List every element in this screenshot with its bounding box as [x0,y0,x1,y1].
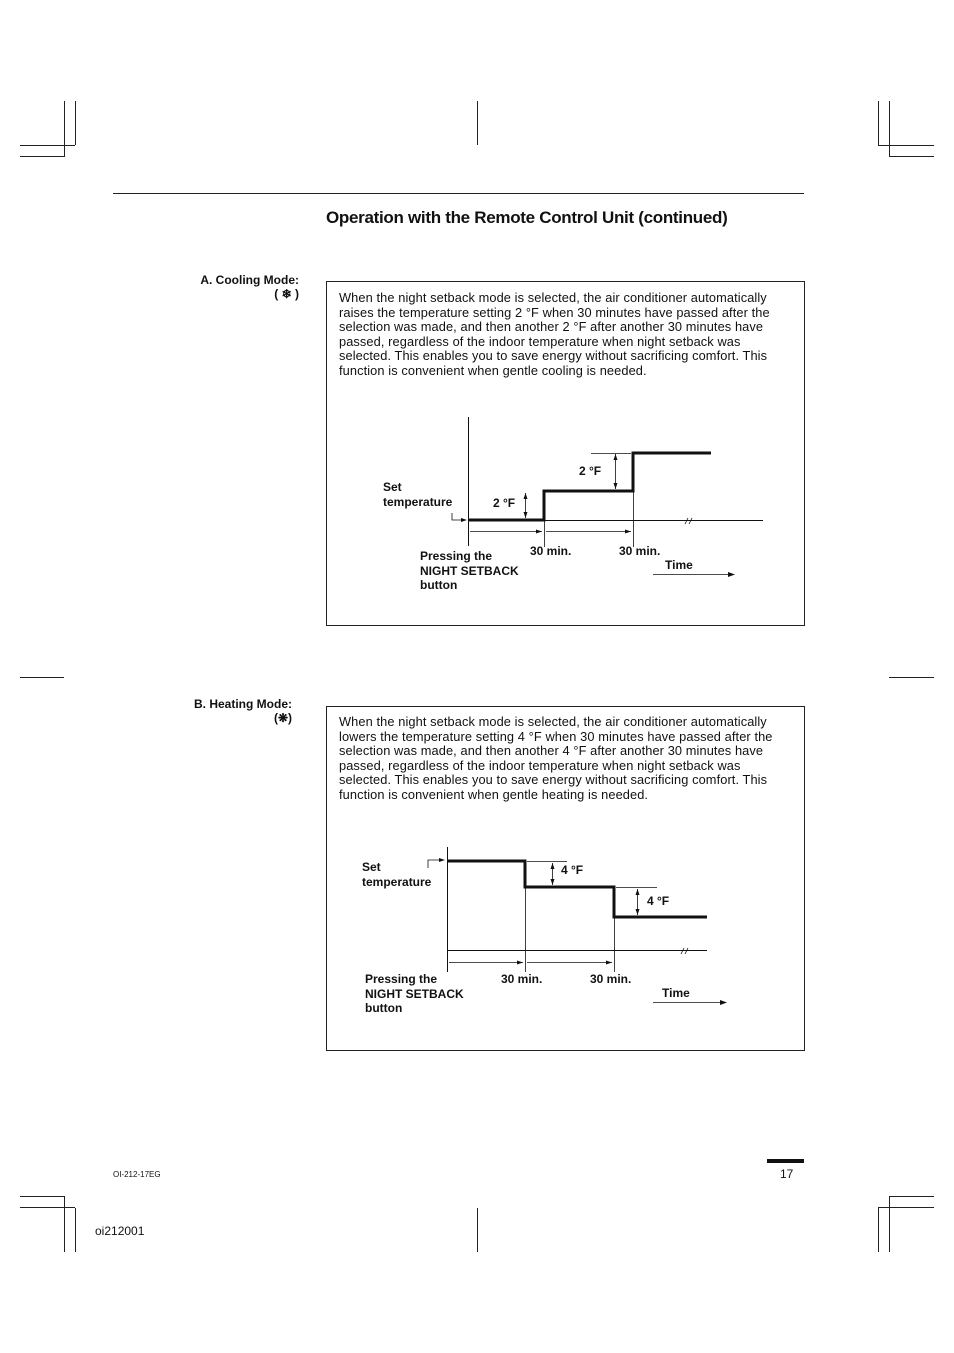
heating-mode-title: B. Heating Mode: [194,697,292,711]
second-interval-label: 30 min. [590,972,632,986]
cooling-mode-label [200,273,299,301]
time-axis-label: Time [665,558,693,572]
header-rule [113,193,804,194]
heating-mode-box [326,706,805,1051]
page-title: Operation with the Remote Control Unit (continued) [326,208,728,227]
file-identifier: oi212001 [95,1224,145,1238]
night-setback-press-label: Pressing the NIGHT SETBACK button [420,549,519,592]
second-step-label: 4 °F [647,894,670,908]
cooling-mode-title: A. Cooling Mode: [200,273,299,287]
set-temperature-label: Set temperature [383,480,453,509]
page-number-bar [767,1159,804,1163]
second-interval-label: 30 min. [619,544,661,558]
sun-icon: (❋) [273,711,292,725]
cooling-mode-box [326,281,805,626]
cooling-step-diagram [327,282,806,627]
first-step-label: 2 °F [493,496,516,510]
heating-mode-description: When the night setback mode is selected, the air conditioner automatically lowers the temperature setting 4 °F when 30 minutes have passed after the selection was made, and then another 4 °F after another 30 minutes have passed, regardless of the indoor temperature when night setback was selected. This enables you to save energy without sacrificing comfort. This function is convenient when gentle heating is needed. [339,714,773,802]
first-interval-label: 30 min. [530,544,572,558]
heating-mode-label [194,697,292,725]
time-axis-label: Time [662,986,690,1000]
document-code: OI-212-17EG [113,1170,161,1179]
snowflake-icon: ( ❄ ) [274,287,299,301]
set-temperature-label: Set temperature [362,860,432,889]
first-step-label: 4 °F [561,863,584,877]
night-setback-press-label: Pressing the NIGHT SETBACK button [365,972,464,1015]
cooling-mode-description: When the night setback mode is selected, the air conditioner automatically raises the temperature setting 2 °F when 30 minutes have passed after the selection was made, and then another 2 °F after another 30 minutes have passed, regardless of the indoor temperature when night setback was selected. This enables you to save energy without sacrificing comfort. This function is convenient when gentle cooling is needed. [339,290,770,378]
first-interval-label: 30 min. [501,972,543,986]
page-number: 17 [780,1167,794,1181]
second-step-label: 2 °F [579,464,602,478]
